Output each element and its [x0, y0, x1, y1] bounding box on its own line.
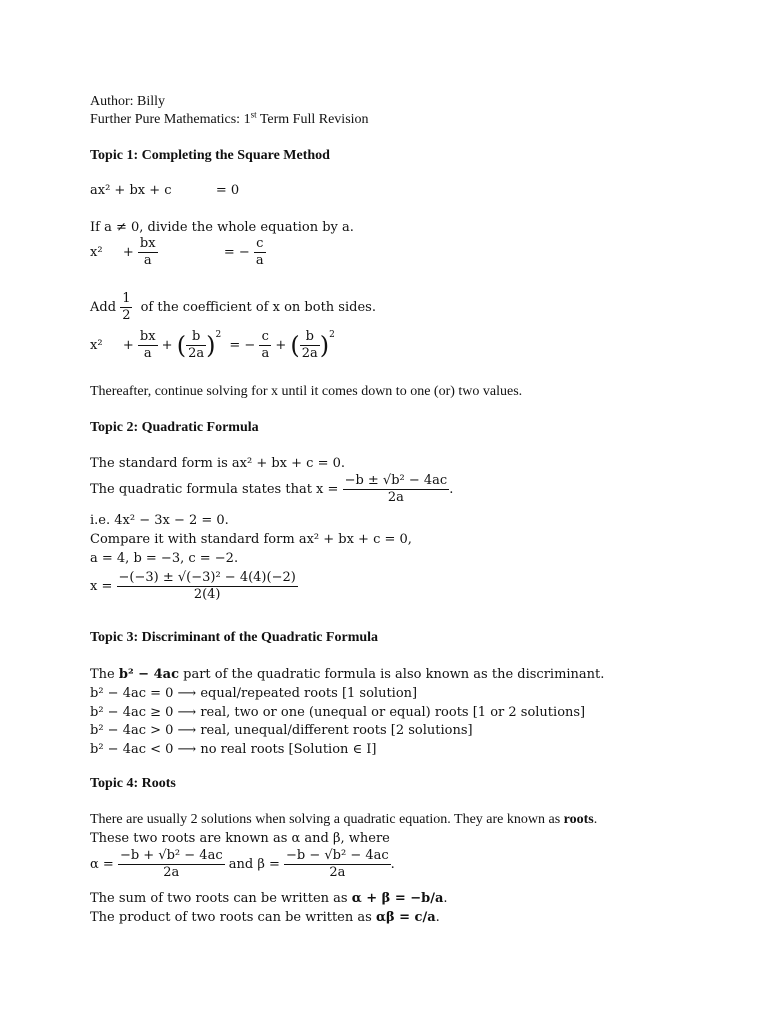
- eq3-b-den: 2a: [188, 346, 205, 361]
- eq3-square-exponent: 2: [215, 330, 222, 340]
- prod-bold: αβ =: [375, 910, 415, 925]
- eq3-c-den: a: [261, 346, 270, 361]
- document-title: [90, 111, 369, 129]
- eq3-square-exponent-rhs: 2: [329, 330, 335, 340]
- eq2-rhs-den: a: [255, 253, 264, 268]
- coefficient-values: a = 4, b = −3, c = −2.: [90, 551, 239, 566]
- quadratic-formula-line: [90, 473, 453, 506]
- quadratic-formula-fraction: [343, 473, 450, 506]
- formula-period: .: [449, 482, 454, 497]
- intro-post: part of the quadratic formula is also known as the discriminant.: [179, 667, 605, 682]
- eq2-frac-num: bx: [139, 236, 156, 251]
- topic3-heading: Topic 3: Discriminant of the Quadratic Formula: [90, 630, 379, 645]
- prod-pre: The product of two roots can be written as: [90, 910, 376, 925]
- topic1-equation-3: [90, 329, 335, 362]
- eq3-plus-1: +: [122, 338, 134, 353]
- eq3-fraction-c-over-a: [259, 329, 271, 362]
- discriminant-row: b² − 4ac = 0 ⟶ equal/repeated roots [1 solution]: [90, 686, 418, 701]
- intro-discriminant-bold: b² − 4ac: [118, 667, 179, 682]
- right-paren-icon: ): [206, 331, 216, 360]
- alpha-fraction: [118, 848, 225, 881]
- compare-line: Compare it with standard form ax² + bx + c = 0,: [90, 532, 412, 547]
- and-beta-equals: and β =: [228, 857, 280, 872]
- standard-form-line: The standard form is ax² + bx + c = 0.: [90, 456, 346, 471]
- topic1-equation-1: [90, 183, 239, 198]
- formula-prefix: The quadratic formula states that x =: [90, 482, 339, 497]
- roots-intro-end: .: [593, 812, 598, 827]
- example-solution-fraction: [117, 570, 298, 603]
- title-superscript: st: [250, 109, 257, 120]
- thereafter-line: Thereafter, continue solving for x until it comes down to one (or) two values.: [90, 384, 523, 399]
- half-fraction: [120, 291, 132, 324]
- eq3-plus-3: +: [275, 338, 287, 353]
- eq2-frac-den: a: [143, 253, 152, 268]
- beta-numerator: −b − √b² − 4ac: [286, 848, 389, 863]
- title-prefix: Further Pure Mathematics: 1: [90, 112, 251, 127]
- formula-numerator: −b ± √b² − 4ac: [344, 473, 448, 488]
- discriminant-row: b² − 4ac ≥ 0 ⟶ real, two or one (unequal or equal) roots [1 or 2 solutions]: [90, 705, 586, 720]
- half-num: 1: [122, 291, 131, 306]
- roots-intro-pre: There are usually 2 solutions when solving a quadratic equation. They are known as: [90, 812, 564, 827]
- add-prefix: Add: [90, 300, 117, 315]
- beta-denominator: 2a: [329, 865, 346, 880]
- product-of-roots: [90, 909, 440, 927]
- example-equation: i.e. 4x² − 3x − 2 = 0.: [90, 513, 229, 528]
- half-den: 2: [122, 308, 131, 323]
- eq3-fraction-b-over-2a-rhs: [300, 329, 320, 362]
- sum-end: .: [443, 891, 448, 906]
- eq2-x2: x²: [90, 245, 103, 260]
- add-suffix: of the coefficient of x on both sides.: [140, 300, 376, 315]
- roots-bold: roots: [563, 812, 594, 827]
- sum-fraction: −b/a: [410, 891, 444, 906]
- eq2-equals: = −: [223, 245, 250, 260]
- topic1-equation-2: [90, 236, 266, 269]
- discriminant-intro: [90, 666, 604, 684]
- x-equals: x =: [90, 579, 113, 594]
- eq3-x2: x²: [90, 338, 103, 353]
- topic4-heading: Topic 4: Roots: [90, 776, 176, 791]
- solution-denominator: 2(4): [193, 587, 221, 602]
- alpha-equals: α =: [90, 857, 114, 872]
- left-paren-icon: (: [290, 331, 300, 360]
- eq3-b2-den: 2a: [301, 346, 318, 361]
- solution-numerator: −(−3) ± √(−3)² − 4(4)(−2): [118, 570, 296, 585]
- eq3-plus-2: +: [161, 338, 173, 353]
- alpha-numerator: −b + √b² − 4ac: [119, 848, 223, 863]
- eq3-fraction-b-over-2a: [186, 329, 206, 362]
- right-paren-icon: ): [319, 331, 330, 360]
- eq3-b-num: b: [186, 329, 206, 346]
- prod-end: .: [435, 910, 440, 925]
- topic1-heading: Topic 1: Completing the Square Method: [90, 148, 330, 163]
- sum-bold: α + β =: [351, 891, 411, 906]
- example-solution: [90, 570, 298, 603]
- eq2-fraction-c-over-a: [254, 236, 266, 269]
- eq3-equals: = −: [229, 338, 256, 353]
- eq2-plus: +: [122, 245, 134, 260]
- beta-fraction: [284, 848, 391, 881]
- roots-intro: [90, 811, 597, 829]
- alpha-beta-formulas: [90, 848, 395, 881]
- left-paren-icon: (: [176, 331, 187, 360]
- alpha-denominator: 2a: [163, 865, 180, 880]
- eq3-c-num: c: [259, 329, 271, 346]
- eq3-fraction-bx-over-a: [138, 329, 158, 362]
- discriminant-row: b² − 4ac < 0 ⟶ no real roots [Solution ∈ I]: [90, 742, 377, 757]
- intro-pre: The: [90, 667, 119, 682]
- formula-denominator: 2a: [387, 490, 404, 505]
- eq2-rhs-num: c: [254, 236, 266, 253]
- sum-pre: The sum of two roots can be written as: [90, 891, 352, 906]
- eq3-bx-num: bx: [139, 329, 156, 344]
- eq1-left: ax² + bx + c: [90, 183, 172, 198]
- divide-instruction: If a ≠ 0, divide the whole equation by a.: [90, 220, 354, 235]
- eq3-bx-den: a: [143, 346, 152, 361]
- eq1-right: = 0: [215, 183, 240, 198]
- prod-fraction: c/a: [414, 910, 436, 925]
- eq3-b2-num: b: [300, 329, 320, 346]
- sum-of-roots: [90, 890, 448, 908]
- eq2-fraction-bx-over-a: [138, 236, 158, 269]
- author-line: Author: Billy: [90, 94, 166, 109]
- title-suffix: Term Full Revision: [256, 112, 369, 127]
- discriminant-row: b² − 4ac > 0 ⟶ real, unequal/different roots [2 solutions]: [90, 723, 473, 738]
- alpha-beta-intro: These two roots are known as α and β, where: [90, 831, 390, 846]
- beta-period: .: [390, 857, 395, 872]
- add-half-line: [90, 291, 376, 324]
- topic2-heading: Topic 2: Quadratic Formula: [90, 420, 259, 435]
